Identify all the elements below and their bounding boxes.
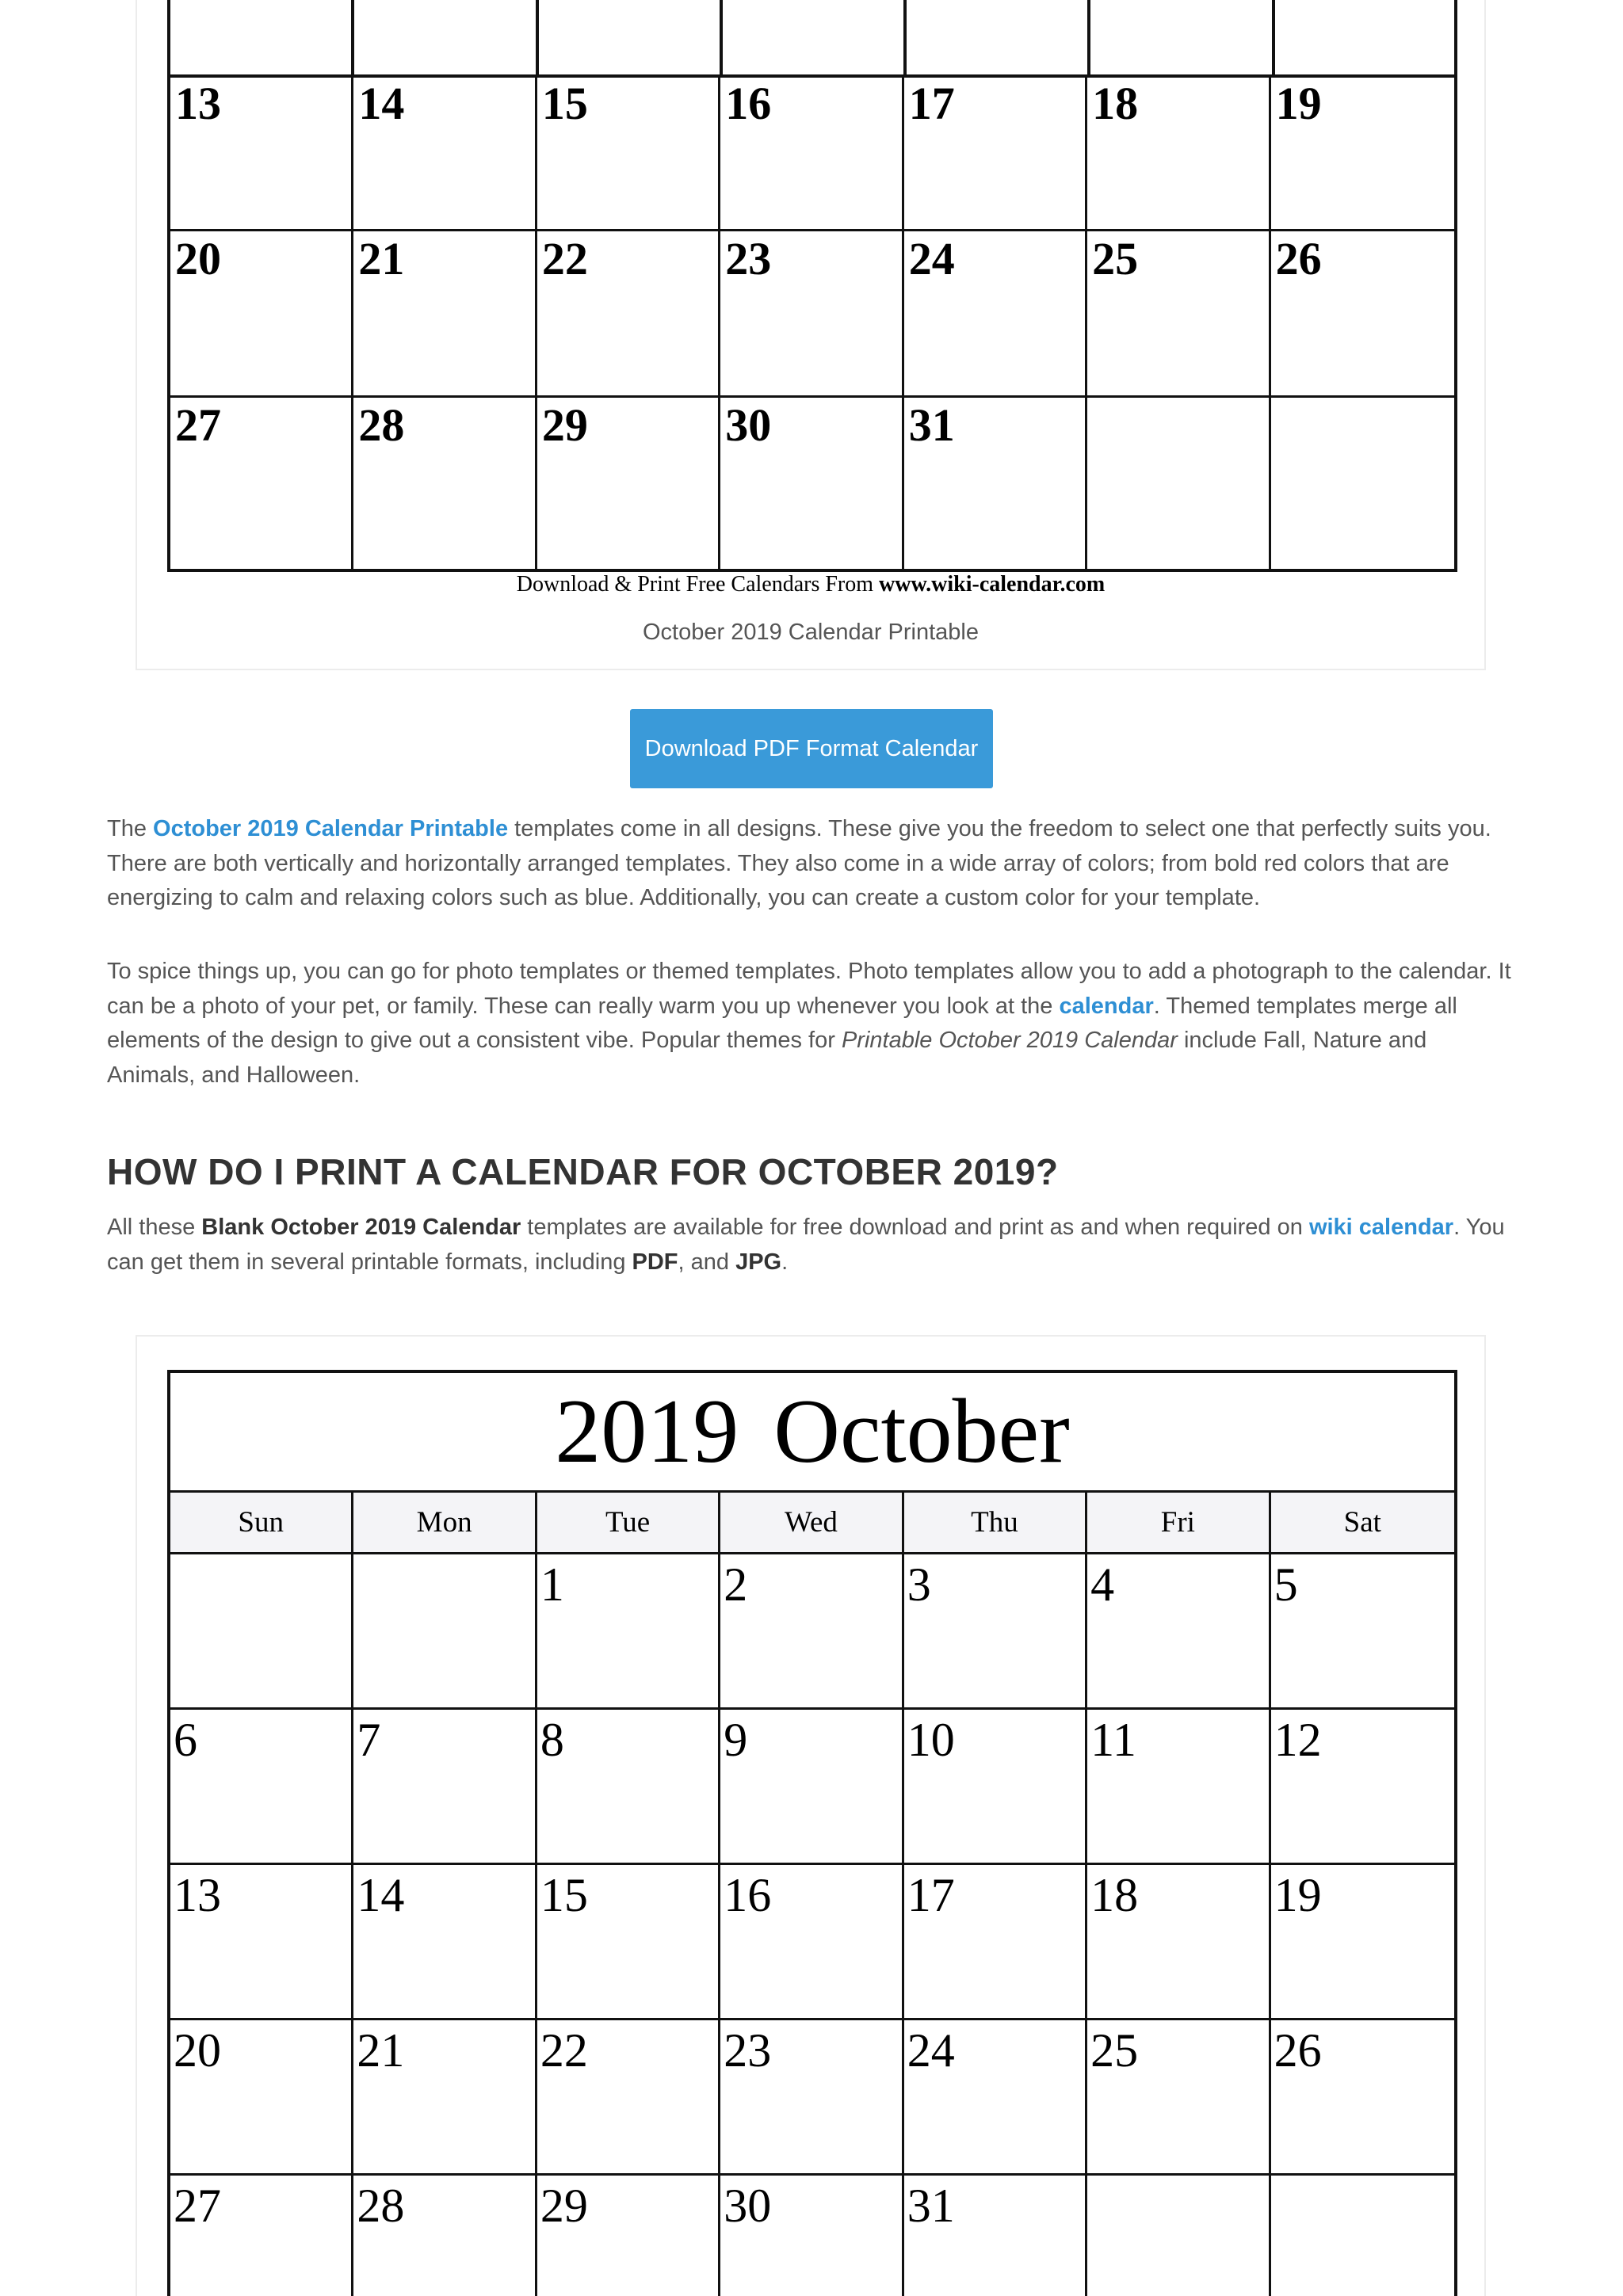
day-number: 28 [357, 2180, 405, 2232]
paragraph-intro: The October 2019 Calendar Printable templates come in all designs. These give you the freedom to select one that perfectly suits you. There are both vertically and horizontally arranged templates. They also come in a wide array of colors; from bold red colors that are energizing to calm and relaxing colors such as blue. Additionally, you can create a custom color for your template. [107, 816, 1491, 910]
calendar-grid-bottom [170, 1554, 1454, 2296]
day-number: 29 [541, 399, 588, 451]
day-cell [1271, 76, 1454, 231]
weekday-label: Wed [720, 1493, 903, 1552]
calendar-credit: Download & Print Free Calendars From www.wiki-calendar.com [516, 572, 1106, 597]
day-cell [353, 1554, 537, 1710]
day-cell [353, 1710, 537, 1865]
weekday-label: Thu [904, 1493, 1087, 1552]
day-number: 7 [357, 1714, 381, 1766]
day-number: 30 [725, 399, 772, 451]
day-cell [1271, 398, 1454, 569]
day-cell [170, 1710, 353, 1865]
day-number: 10 [907, 1714, 955, 1766]
day-number: 21 [357, 2024, 405, 2077]
image-caption: October 2019 Calendar Printable [643, 620, 979, 645]
day-number: 4 [1090, 1558, 1115, 1611]
day-number: 15 [540, 1869, 588, 1921]
day-cell [904, 76, 1087, 231]
day-cell [720, 1865, 903, 2020]
day-cell [720, 231, 903, 398]
day-number: 30 [724, 2180, 772, 2232]
day-number: 1 [540, 1558, 564, 1611]
day-number: 16 [725, 78, 772, 129]
day-cell [353, 398, 537, 569]
day-number: 26 [1275, 233, 1322, 284]
day-number: 23 [725, 233, 772, 284]
day-cell [1087, 231, 1270, 398]
day-cell [1087, 1865, 1270, 2020]
day-cell [1087, 2020, 1270, 2176]
day-cell [720, 2176, 903, 2296]
day-cell [170, 398, 353, 569]
day-number: 25 [1092, 233, 1139, 284]
day-number: 18 [1090, 1869, 1139, 1921]
day-cell [1087, 1710, 1270, 1865]
day-cell [170, 2020, 353, 2176]
day-cell [1087, 2176, 1270, 2296]
day-number: 8 [540, 1714, 564, 1766]
day-number: 24 [908, 233, 955, 284]
day-cell [537, 1554, 720, 1710]
day-number: 19 [1275, 78, 1322, 129]
day-number: 13 [174, 1869, 221, 1921]
day-cell [1087, 1554, 1270, 1710]
day-number: 16 [724, 1869, 772, 1921]
day-number: 26 [1274, 2024, 1322, 2077]
day-number: 23 [724, 2024, 772, 2077]
day-cell [353, 231, 537, 398]
day-cell [537, 2020, 720, 2176]
weekday-label: Sun [170, 1493, 353, 1552]
paragraph-themes: To spice things up, you can go for photo templates or themed templates. Photo templates allow you to add a photograph to the calendar. It can be a photo of your pet, or family. These can really warm you up whenever you look at the calendar. Themed templates merge all elements of the design to give out a consistent vibe. Popular themes for Printable October 2019 Calendar include Fall, Nature and Animals, and Halloween. [107, 959, 1511, 1088]
day-number: 25 [1090, 2024, 1139, 2077]
download-pdf-button[interactable]: Download PDF Format Calendar [630, 709, 993, 788]
day-cell [1271, 2020, 1454, 2176]
day-cell [353, 2020, 537, 2176]
day-cell [1087, 398, 1270, 569]
wiki-calendar-link[interactable]: wiki calendar [1308, 1215, 1454, 1240]
day-number: 19 [1274, 1869, 1322, 1921]
day-number: 22 [541, 233, 588, 284]
day-cell [537, 398, 720, 569]
day-number: 12 [1274, 1714, 1322, 1766]
section-heading: HOW DO I PRINT A CALENDAR FOR OCTOBER 2019? [107, 1151, 1059, 1192]
day-number: 14 [358, 78, 405, 129]
calendar-top-cropped-edge [167, 0, 1457, 78]
day-cell [170, 1554, 353, 1710]
day-number: 14 [357, 1869, 405, 1921]
day-number: 27 [174, 2180, 221, 2232]
paragraph-print: All these Blank October 2019 Calendar templates are available for free download and print as and when required on wiki calendar. You can get them in several printable formats, including PDF, and JPG. [107, 1215, 1505, 1275]
day-number: 31 [907, 2180, 955, 2232]
day-cell [170, 1865, 353, 2020]
day-cell [353, 76, 537, 231]
october-2019-calendar-printable-link[interactable]: October 2019 Calendar Printable [153, 816, 509, 841]
day-cell [170, 2176, 353, 2296]
calendar-image-card-top [136, 0, 1486, 670]
day-number: 20 [174, 2024, 221, 2077]
day-cell [537, 1865, 720, 2020]
day-number: 31 [908, 399, 955, 451]
day-cell [170, 231, 353, 398]
calendar-month: October [773, 1380, 1070, 1482]
day-number: 20 [175, 233, 221, 284]
day-cell [1271, 1865, 1454, 2020]
day-cell [904, 2020, 1087, 2176]
calendar-link[interactable]: calendar [1059, 993, 1154, 1019]
day-cell [904, 1865, 1087, 2020]
day-cell [720, 2020, 903, 2176]
day-number: 21 [358, 233, 405, 284]
weekday-header-row [170, 1493, 1454, 1554]
day-number: 17 [907, 1869, 955, 1921]
day-cell [537, 76, 720, 231]
day-number: 3 [907, 1558, 931, 1611]
day-cell [170, 76, 353, 231]
calendar-grid-top [167, 76, 1457, 572]
day-number: 5 [1274, 1558, 1298, 1611]
day-number: 13 [175, 78, 221, 129]
weekday-label: Tue [537, 1493, 720, 1552]
day-number: 28 [358, 399, 405, 451]
day-cell [720, 398, 903, 569]
day-cell [537, 1710, 720, 1865]
day-cell [720, 1554, 903, 1710]
day-cell [353, 2176, 537, 2296]
day-cell [720, 1710, 903, 1865]
day-cell [537, 231, 720, 398]
day-number: 22 [540, 2024, 588, 2077]
day-cell [904, 1710, 1087, 1865]
day-number: 11 [1090, 1714, 1136, 1766]
day-number: 24 [907, 2024, 955, 2077]
day-cell [904, 398, 1087, 569]
day-number: 17 [908, 78, 955, 129]
day-number: 27 [175, 399, 221, 451]
day-cell [353, 1865, 537, 2020]
weekday-label: Fri [1087, 1493, 1270, 1552]
calendar-image-card-bottom [136, 1335, 1486, 2296]
day-number: 9 [724, 1714, 748, 1766]
day-cell [720, 76, 903, 231]
day-number: 29 [540, 2180, 588, 2232]
day-number: 6 [174, 1714, 197, 1766]
day-cell [1271, 1554, 1454, 1710]
day-cell [904, 1554, 1087, 1710]
day-cell [537, 2176, 720, 2296]
calendar-bottom [167, 1370, 1457, 2296]
day-number: 2 [724, 1558, 748, 1611]
calendar-year: 2019 [555, 1380, 739, 1482]
day-cell [1271, 1710, 1454, 1865]
day-cell [1271, 231, 1454, 398]
day-number: 18 [1092, 78, 1139, 129]
calendar-title [170, 1373, 1454, 1493]
day-cell [1271, 2176, 1454, 2296]
weekday-label: Sat [1343, 1506, 1381, 1539]
day-cell [904, 2176, 1087, 2296]
day-cell [1087, 76, 1270, 231]
weekday-label: Mon [353, 1493, 537, 1552]
day-cell [904, 231, 1087, 398]
day-number: 15 [541, 78, 588, 129]
